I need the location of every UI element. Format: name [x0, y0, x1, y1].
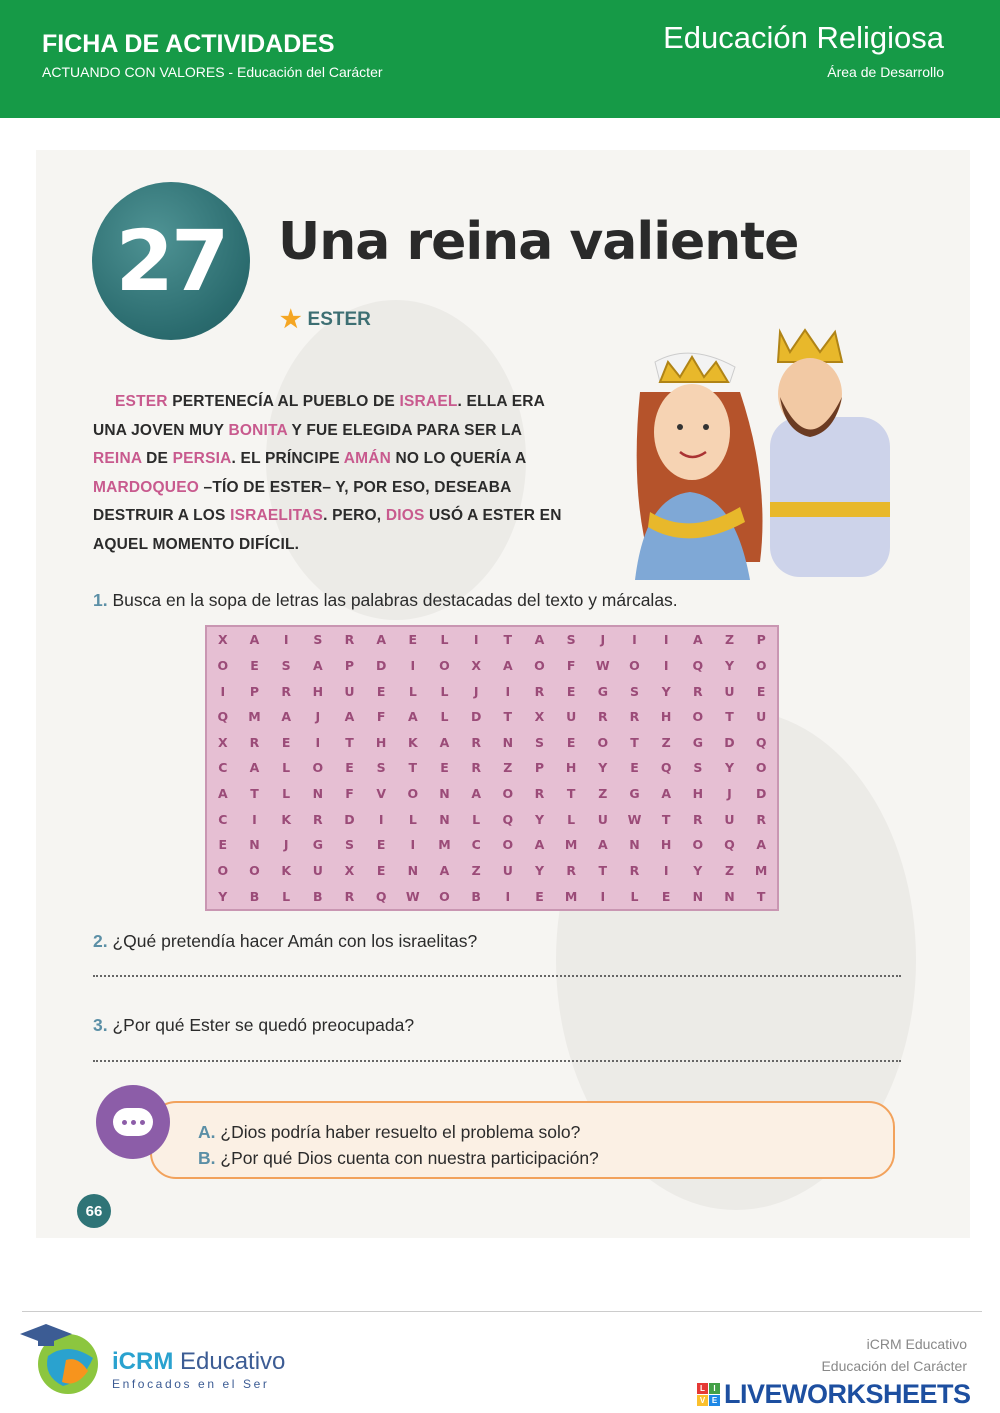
grid-letter[interactable]: O [249, 863, 260, 879]
discussion-text: ¿Dios podría haber resuelto el problema solo? [220, 1122, 581, 1142]
grid-letter[interactable]: U [312, 863, 323, 879]
story-segment: . PERO, [323, 507, 386, 524]
grid-letter[interactable]: M [754, 863, 768, 879]
grid-letter[interactable]: T [408, 760, 418, 776]
grid-letter[interactable]: S [629, 683, 639, 699]
header-bar [0, 0, 1000, 118]
grid-letter[interactable]: N [502, 734, 514, 750]
grid-letter[interactable]: L [440, 683, 449, 699]
grid-letter[interactable]: X [218, 734, 228, 750]
badge-letter: L [697, 1383, 708, 1394]
grid-letter[interactable]: L [440, 632, 449, 648]
brand-part-a: iCRM [112, 1348, 174, 1375]
grid-letter[interactable]: S [693, 760, 703, 776]
story-segment: . ELLA ERA [457, 393, 546, 410]
grid-letter[interactable]: Y [724, 657, 735, 673]
grid-letter[interactable]: P [756, 632, 766, 648]
liveworksheets-text: LIVEWORKSHEETS [724, 1379, 971, 1409]
footer-org: iCRM Educativo [866, 1336, 967, 1352]
highlighted-word: REINA [93, 450, 142, 467]
grid-letter[interactable]: K [281, 863, 291, 879]
discussion-text: ¿Por qué Dios cuenta con nuestra participación? [220, 1148, 599, 1168]
star-icon: ★ [280, 306, 302, 333]
grid-letter[interactable]: N [439, 786, 450, 802]
story-segment: AQUEL MOMENTO DIFÍCIL. [93, 535, 300, 553]
grid-letter[interactable]: A [217, 786, 228, 802]
story-segment: DESTRUIR A LOS [93, 507, 231, 524]
grid-letter[interactable]: Q [217, 709, 229, 725]
story-segment: . EL PRÍNCIPE [231, 450, 344, 467]
highlighted-word: AMÁN [343, 450, 392, 467]
grid-letter[interactable]: A [281, 709, 291, 725]
grid-letter[interactable]: T [345, 734, 354, 750]
story-segment: Y FUE ELEGIDA PARA SER LA [287, 421, 523, 439]
highlighted-word: BONITA [228, 421, 288, 439]
story-segment: –TÍO DE ESTER– Y, POR ESO, DESEABA [199, 478, 512, 496]
question-number: 1. [93, 590, 108, 610]
grid-letter[interactable]: E [630, 760, 639, 776]
grid-letter[interactable]: H [692, 786, 704, 802]
question-text: ¿Por qué Ester se quedó preocupada? [112, 1015, 415, 1035]
story-text [93, 388, 613, 559]
grid-letter[interactable]: F [376, 709, 386, 725]
grid-letter[interactable]: I [410, 837, 416, 853]
grid-letter[interactable]: O [312, 760, 324, 776]
story-segment: UNA JOVEN MUY [93, 421, 229, 439]
grid-letter[interactable]: O [692, 709, 704, 725]
grid-letter[interactable]: J [600, 632, 606, 648]
grid-letter[interactable]: S [281, 657, 291, 673]
grid-letter[interactable]: L [472, 811, 481, 827]
grid-letter[interactable]: O [439, 888, 450, 904]
story-line [93, 502, 613, 531]
grid-letter[interactable]: U [597, 811, 608, 827]
discussion-letter: B. [198, 1148, 216, 1168]
grid-letter[interactable]: A [756, 837, 766, 853]
grid-letter[interactable]: A [407, 709, 418, 725]
grid-letter[interactable]: Z [471, 863, 481, 879]
grid-letter[interactable]: A [597, 837, 608, 853]
question-2 [93, 931, 477, 952]
footer-program: Educación del Carácter [821, 1358, 967, 1374]
grid-letter[interactable]: Z [661, 734, 671, 750]
grid-letter[interactable]: P [249, 683, 260, 699]
grid-letter[interactable]: A [439, 734, 450, 750]
grid-letter[interactable]: L [630, 888, 639, 904]
icrm-logo-icon [18, 1316, 104, 1402]
grid-letter[interactable]: Q [502, 811, 514, 827]
grid-letter[interactable]: J [727, 786, 732, 802]
grid-letter[interactable]: X [218, 632, 228, 648]
badge-letter: V [697, 1395, 708, 1406]
discussion-b [198, 1148, 599, 1169]
story-line [93, 445, 613, 474]
grid-letter[interactable]: R [313, 811, 323, 827]
grid-letter[interactable]: R [693, 683, 703, 699]
grid-letter[interactable]: A [471, 786, 481, 802]
grid-letter[interactable]: I [632, 632, 637, 648]
story-line [93, 531, 613, 560]
discussion-a [198, 1122, 580, 1143]
grid-letter[interactable]: O [407, 786, 419, 802]
grid-letter[interactable]: T [630, 734, 639, 750]
grid-letter[interactable]: M [438, 837, 451, 853]
grid-letter[interactable]: J [283, 837, 289, 853]
grid-letter[interactable]: Y [534, 811, 545, 827]
grid-letter[interactable]: E [440, 760, 449, 776]
grid-letter[interactable]: Q [755, 734, 767, 750]
subject-label: ESTER [307, 308, 371, 330]
grid-letter[interactable]: I [663, 632, 669, 648]
grid-letter[interactable]: L [282, 760, 291, 776]
lesson-subject [280, 305, 371, 334]
grid-letter[interactable]: Z [598, 786, 608, 802]
grid-letter[interactable]: E [250, 657, 259, 673]
grid-letter[interactable]: Y [534, 863, 545, 879]
grid-letter[interactable]: X [344, 863, 355, 879]
grid-letter[interactable]: L [282, 888, 291, 904]
grid-letter[interactable]: T [250, 786, 259, 802]
story-segment: NO LO QUERÍA A [391, 450, 527, 467]
grid-letter[interactable]: S [534, 734, 544, 750]
grid-letter[interactable]: Q [692, 657, 704, 673]
page-number: 66 [77, 1194, 111, 1228]
grid-letter[interactable]: O [439, 657, 450, 673]
grid-letter[interactable]: N [439, 811, 450, 827]
grid-letter[interactable]: A [502, 657, 513, 673]
grid-letter[interactable]: D [470, 709, 482, 725]
footer-divider [22, 1311, 982, 1312]
liveworksheets-logo[interactable] [697, 1379, 971, 1410]
grid-letter[interactable]: W [405, 888, 420, 904]
grid-letter[interactable]: O [502, 786, 514, 802]
lesson-number-badge [92, 182, 250, 340]
grid-letter[interactable]: A [249, 632, 260, 648]
grid-letter[interactable]: N [407, 863, 419, 879]
grid-letter[interactable]: E [566, 683, 576, 699]
grid-letter[interactable]: R [471, 734, 481, 750]
grid-letter[interactable]: Q [660, 760, 672, 776]
story-segment: USÓ A ESTER EN [424, 507, 562, 524]
grid-letter[interactable]: A [692, 632, 703, 648]
grid-letter[interactable]: A [534, 632, 545, 648]
grid-letter[interactable]: H [660, 837, 672, 853]
grid-letter[interactable]: R [629, 709, 640, 725]
grid-letter[interactable]: I [410, 657, 416, 673]
grid-letter[interactable]: T [503, 709, 513, 725]
grid-letter[interactable]: Q [375, 888, 387, 904]
subject-name: Educación Religiosa [663, 20, 944, 55]
grid-letter[interactable]: I [378, 811, 384, 827]
badge-letter: I [709, 1383, 720, 1394]
story-line [93, 388, 613, 417]
grid-letter[interactable]: C [471, 837, 481, 853]
lesson-number: 27 [115, 212, 227, 310]
grid-letter[interactable]: O [217, 657, 229, 673]
queen-eye [677, 424, 683, 430]
grid-letter[interactable]: H [565, 760, 577, 776]
grid-letter[interactable]: A [376, 632, 386, 648]
grid-letter[interactable]: S [566, 632, 576, 648]
question-text: Busca en la sopa de letras las palabras destacadas del texto y márcalas. [112, 590, 678, 610]
grid-letter[interactable]: E [376, 863, 386, 879]
grid-letter[interactable]: G [312, 837, 323, 853]
grid-letter[interactable]: O [502, 837, 514, 853]
grid-letter[interactable]: N [692, 888, 704, 904]
grid-letter[interactable]: I [505, 888, 511, 904]
grid-letter[interactable]: R [756, 811, 766, 827]
grid-letter[interactable]: I [505, 683, 511, 699]
grid-letter[interactable]: O [629, 657, 640, 673]
grid-letter[interactable]: V [376, 786, 386, 802]
grid-letter[interactable]: Q [724, 837, 735, 853]
question-number: 3. [93, 1015, 108, 1035]
grid-letter[interactable]: D [375, 657, 387, 673]
grid-letter[interactable]: E [376, 683, 386, 699]
grid-letter[interactable]: R [534, 786, 545, 802]
grid-letter[interactable]: Y [218, 888, 228, 904]
discussion-letter: A. [198, 1122, 216, 1142]
grid-letter[interactable]: S [313, 632, 323, 648]
highlighted-word: DIOS [385, 507, 425, 524]
grid-letter[interactable]: Y [693, 863, 703, 879]
grid-letter[interactable]: N [249, 837, 260, 853]
brand-tagline: Enfocados en el Ser [112, 1377, 270, 1391]
grid-letter[interactable]: W [627, 811, 642, 827]
highlighted-word: ESTER [115, 393, 168, 410]
grid-letter[interactable]: U [756, 709, 767, 725]
grid-letter[interactable]: R [629, 863, 640, 879]
grid-letter[interactable]: E [535, 888, 544, 904]
highlighted-word: ISRAEL [399, 393, 458, 410]
story-segment: DE [141, 450, 173, 467]
grid-letter[interactable]: H [375, 734, 387, 750]
grid-letter[interactable]: I [283, 632, 289, 648]
live-badge-icon [697, 1383, 720, 1406]
grid-letter[interactable]: X [471, 657, 481, 673]
question-text: ¿Qué pretendía hacer Amán con los israelitas? [112, 931, 478, 951]
grid-letter[interactable]: S [376, 760, 386, 776]
grid-letter[interactable]: B [471, 888, 481, 904]
grid-letter[interactable]: L [408, 683, 417, 699]
answer-line-3[interactable] [93, 1060, 901, 1062]
grid-letter[interactable]: Y [598, 760, 608, 776]
answer-line-2[interactable] [93, 975, 901, 977]
grid-letter[interactable]: U [344, 683, 355, 699]
highlighted-word: PERSIA [172, 450, 232, 467]
grid-letter[interactable]: I [315, 734, 321, 750]
grid-letter[interactable]: A [534, 837, 545, 853]
grid-letter[interactable]: J [315, 709, 321, 725]
grid-letter[interactable]: A [249, 760, 260, 776]
grid-letter[interactable]: D [755, 786, 767, 802]
grid-letter[interactable]: I [600, 888, 606, 904]
grid-letter[interactable]: O [597, 734, 609, 750]
grid-letter[interactable]: L [440, 709, 449, 725]
grid-letter[interactable]: M [248, 709, 261, 725]
grid-letter[interactable]: T [503, 632, 513, 648]
grid-letter[interactable]: W [595, 657, 610, 673]
grid-letter[interactable]: T [725, 709, 734, 725]
grid-letter[interactable]: U [502, 863, 513, 879]
grid-letter[interactable]: Y [661, 683, 671, 699]
story-segment: PERTENECÍA AL PUEBLO DE [167, 393, 400, 410]
grid-letter[interactable]: K [407, 734, 418, 750]
grid-letter[interactable]: O [217, 863, 229, 879]
grid-letter[interactable]: R [281, 683, 291, 699]
grid-letter[interactable]: E [566, 734, 576, 750]
crown-icon [778, 330, 842, 362]
grid-letter[interactable]: D [724, 734, 735, 750]
grid-letter[interactable]: Z [724, 863, 735, 879]
grid-letter[interactable]: T [756, 888, 766, 904]
grid-letter[interactable]: R [693, 811, 703, 827]
grid-letter[interactable]: I [663, 657, 669, 673]
grid-letter[interactable]: I [473, 632, 479, 648]
grid-letter[interactable]: E [408, 632, 418, 648]
sheet-title: FICHA DE ACTIVIDADES [42, 30, 335, 58]
grid-letter[interactable]: O [534, 657, 545, 673]
word-search-grid [205, 625, 779, 911]
grid-letter[interactable]: E [376, 837, 386, 853]
grid-letter[interactable]: R [534, 683, 545, 699]
grid-letter[interactable]: A [344, 709, 355, 725]
grid-letter[interactable]: R [249, 734, 260, 750]
brand-name [112, 1348, 285, 1376]
grid-letter[interactable]: R [344, 888, 355, 904]
grid-letter[interactable]: A [661, 786, 671, 802]
grid-letter[interactable]: T [566, 786, 576, 802]
grid-letter[interactable]: N [312, 786, 324, 802]
grid-letter[interactable]: R [471, 760, 481, 776]
grid-letter[interactable]: O [692, 837, 704, 853]
highlighted-word: MARDOQUEO [93, 478, 199, 496]
grid-letter[interactable]: L [408, 811, 417, 827]
grid-letter[interactable]: K [281, 811, 291, 827]
grid-letter[interactable]: T [661, 811, 671, 827]
grid-letter[interactable]: O [755, 657, 767, 673]
story-line [93, 417, 613, 446]
question-1 [93, 590, 678, 611]
grid-letter[interactable]: U [566, 709, 577, 725]
grid-letter[interactable]: A [312, 657, 323, 673]
queen-king-illustration [620, 322, 900, 580]
queen-face [654, 384, 730, 480]
grid-letter[interactable]: S [344, 837, 354, 853]
grid-letter[interactable]: E [345, 760, 354, 776]
grid-letter[interactable]: R [598, 709, 608, 725]
grid-letter[interactable]: E [218, 837, 228, 853]
grid-letter[interactable]: F [566, 657, 576, 673]
grid-letter[interactable]: Z [503, 760, 513, 776]
grid-letter[interactable]: O [755, 760, 767, 776]
king-belt [770, 502, 890, 517]
grid-letter[interactable]: E [756, 683, 766, 699]
question-number: 2. [93, 931, 108, 951]
grid-letter[interactable]: R [566, 863, 576, 879]
grid-letter[interactable]: Z [724, 632, 735, 648]
grid-letter[interactable]: G [597, 683, 608, 699]
grid-letter[interactable]: U [724, 683, 735, 699]
grid-letter[interactable]: P [534, 760, 545, 776]
king-robe [770, 417, 890, 577]
grid-letter[interactable]: N [629, 837, 640, 853]
grid-letter[interactable]: N [724, 888, 735, 904]
grid-letter[interactable]: I [252, 811, 257, 827]
grid-letter[interactable]: T [598, 863, 608, 879]
grid-letter[interactable]: L [567, 811, 576, 827]
grid-letter[interactable]: U [724, 811, 735, 827]
grid-letter[interactable]: A [439, 863, 450, 879]
grid-letter[interactable]: B [249, 888, 260, 904]
grid-letter[interactable]: M [564, 837, 578, 853]
highlighted-word: ISRAELITAS [230, 507, 324, 524]
grid-letter[interactable]: B [313, 888, 323, 904]
queen-eye [703, 424, 709, 430]
grid-letter[interactable]: P [344, 657, 355, 673]
grid-letter[interactable]: E [661, 888, 671, 904]
grid-letter[interactable]: X [534, 709, 545, 725]
story-line [93, 474, 613, 503]
badge-letter: E [709, 1395, 720, 1406]
lesson-title: Una reina valiente [278, 212, 799, 272]
sheet-subtitle: ACTUANDO CON VALORES - Educación del Carácter [42, 64, 383, 80]
grid-letter[interactable]: G [629, 786, 640, 802]
grid-letter[interactable]: H [312, 683, 324, 699]
chat-bubble-icon [96, 1085, 170, 1159]
grid-letter[interactable]: D [344, 811, 355, 827]
area-label: Área de Desarrollo [827, 64, 944, 80]
grid-letter[interactable]: E [281, 734, 291, 750]
grid-letter[interactable]: Y [724, 760, 735, 776]
grid-letter[interactable]: I [220, 683, 226, 699]
grid-letter[interactable]: C [218, 760, 228, 776]
grid-letter[interactable]: C [218, 811, 228, 827]
grid-letter[interactable]: R [344, 632, 355, 648]
grid-letter[interactable]: F [345, 786, 354, 802]
brand-part-b: Educativo [173, 1348, 286, 1375]
grid-letter[interactable]: H [660, 709, 672, 725]
grid-letter[interactable]: L [282, 786, 291, 802]
grid-letter[interactable]: M [564, 888, 578, 904]
grid-letter[interactable]: J [473, 683, 479, 699]
question-3 [93, 1015, 414, 1036]
grid-letter[interactable]: G [692, 734, 703, 750]
grid-letter[interactable]: I [663, 863, 669, 879]
